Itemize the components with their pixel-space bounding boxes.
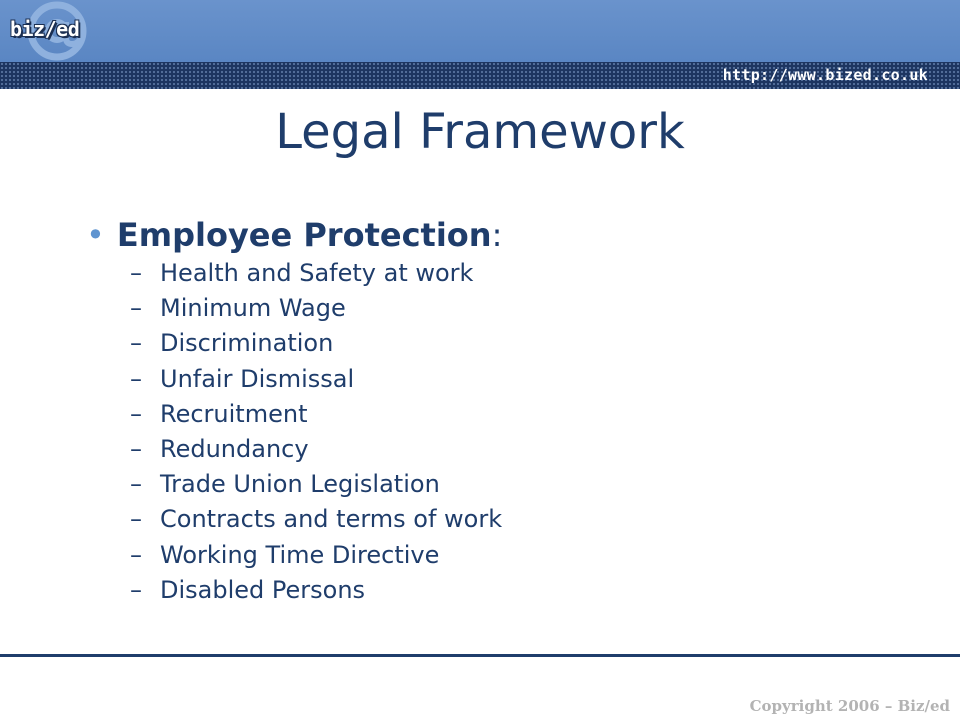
heading-text: Employee Protection (116, 216, 492, 254)
bullet-heading (86, 212, 502, 258)
list-item-text: Redundancy (160, 434, 309, 463)
list-item-text: Minimum Wage (160, 294, 346, 323)
dash-icon: – (130, 470, 142, 499)
logo-text: biz/ed (10, 17, 80, 41)
dash-icon: – (130, 540, 142, 569)
dash-icon: – (130, 294, 142, 323)
sub-bullet-list (130, 256, 502, 608)
list-item (130, 326, 502, 361)
list-item-text: Recruitment (160, 399, 308, 428)
list-item-text: Trade Union Legislation (160, 470, 440, 499)
list-item (130, 362, 502, 397)
dash-icon: – (130, 259, 142, 287)
header-banner (0, 0, 960, 62)
bized-logo[interactable] (2, 0, 112, 62)
dash-icon: – (130, 399, 142, 428)
copyright-text: Copyright 2006 – Biz/ed (749, 697, 950, 715)
website-url[interactable]: http://www.bized.co.uk (722, 66, 928, 84)
dash-icon: – (130, 434, 142, 463)
dash-icon: – (130, 575, 142, 604)
list-item (130, 467, 502, 502)
dash-icon: – (130, 329, 142, 358)
list-item-text: Unfair Dismissal (160, 364, 355, 393)
list-item (130, 573, 502, 608)
list-item (130, 432, 502, 467)
list-item (130, 291, 502, 326)
bullet-icon: • (86, 216, 105, 254)
list-item (130, 397, 502, 432)
dash-icon: – (130, 505, 142, 534)
dash-icon: – (130, 364, 142, 393)
list-item-text: Contracts and terms of work (160, 505, 503, 534)
slide-title: Legal Framework (275, 104, 685, 160)
list-item (130, 502, 502, 537)
list-item (130, 256, 502, 291)
footer-divider (0, 654, 960, 657)
heading-colon: : (491, 216, 503, 254)
list-item-text: Working Time Directive (160, 540, 440, 569)
list-item-text: Discrimination (160, 329, 334, 358)
list-item-text: Disabled Persons (160, 575, 366, 604)
list-item-text: Health and Safety at work (160, 259, 474, 287)
list-item (130, 538, 502, 573)
